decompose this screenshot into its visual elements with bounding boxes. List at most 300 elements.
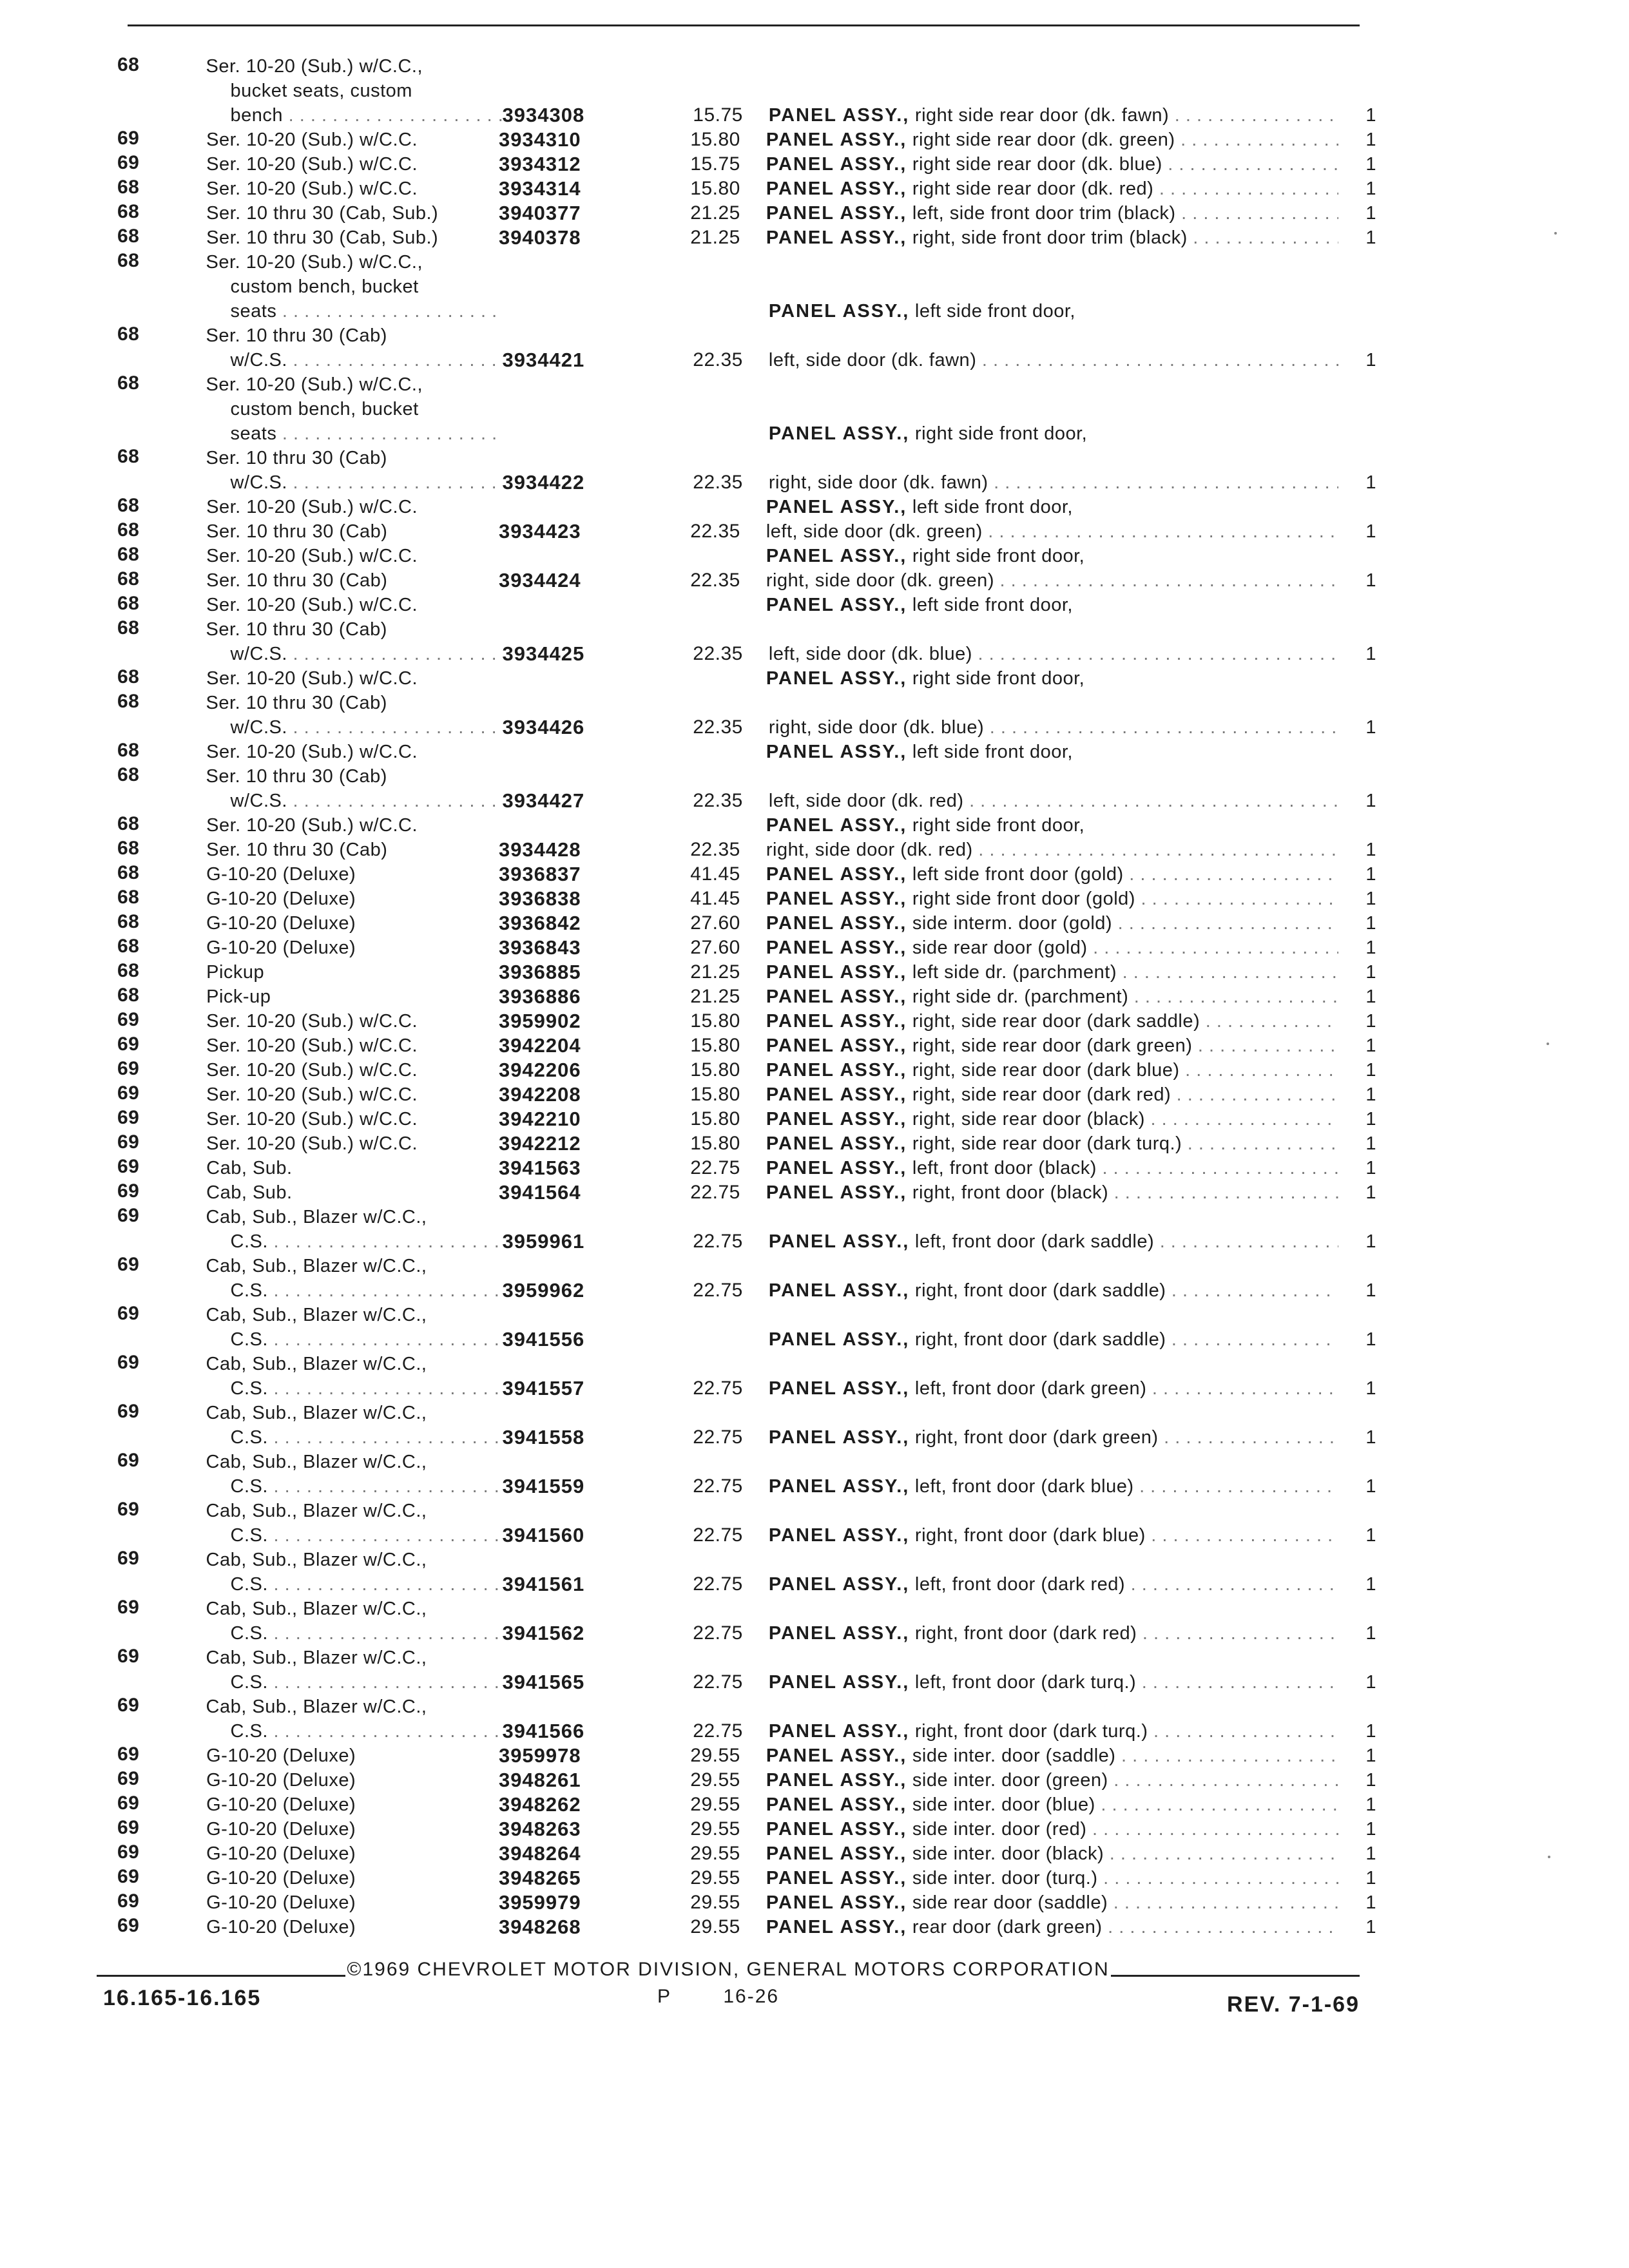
- copyright-line: [97, 1959, 1360, 1981]
- quantity: 1: [1365, 864, 1376, 885]
- list-price: 22.35: [693, 716, 743, 738]
- part-name: PANEL ASSY.,: [768, 423, 910, 444]
- part-number: 3936885: [498, 961, 581, 983]
- list-price: 22.75: [690, 1182, 740, 1203]
- part-number: [499, 495, 658, 519]
- model-year: 69: [117, 1695, 140, 1716]
- model-line: Ser. 10-20 (Sub.) w/C.C.: [206, 497, 418, 517]
- list-price: 22.35: [693, 790, 743, 811]
- part-name: PANEL ASSY.,: [766, 1182, 907, 1203]
- model-year: 69: [117, 1033, 140, 1055]
- model-year: 68: [117, 226, 140, 247]
- list-price: 22.35: [693, 472, 743, 493]
- part-detail: left, side door (dk. blue): [768, 644, 972, 664]
- part-description: [769, 789, 1338, 813]
- scan-speck: [1547, 1043, 1549, 1045]
- model-description: [206, 323, 503, 372]
- model-description: [206, 1450, 503, 1499]
- model-year: 69: [117, 1744, 140, 1765]
- part-name: PANEL ASSY.,: [766, 178, 907, 199]
- part-detail: side inter. door (green): [912, 1770, 1108, 1791]
- part-detail: side inter. door (red): [912, 1819, 1087, 1840]
- quantity: 1: [1365, 154, 1376, 175]
- list-price: 15.75: [693, 104, 743, 126]
- part-description: [766, 1866, 1338, 1890]
- model-line: Ser. 10 thru 30 (Cab): [206, 693, 387, 713]
- model-description: [206, 177, 499, 201]
- part-detail: right side rear door (dk. red): [912, 178, 1154, 199]
- model-line: Ser. 10 thru 30 (Cab, Sub.): [206, 227, 439, 248]
- list-price: 22.75: [693, 1524, 743, 1546]
- list-price: 22.35: [690, 839, 740, 860]
- model-line: w/C.S. . . .: [206, 348, 503, 372]
- table-row: [113, 1866, 1376, 1890]
- model-description: [206, 446, 503, 495]
- model-line: Cab, Sub., Blazer w/C.C.,: [206, 1452, 427, 1472]
- model-line: Ser. 10-20 (Sub.) w/C.C.: [206, 595, 418, 615]
- part-description: [766, 1744, 1338, 1768]
- table-row: [113, 862, 1376, 887]
- list-price: 15.80: [690, 1035, 740, 1056]
- model-description: [206, 519, 499, 544]
- part-detail: left, side front door trim (black): [912, 203, 1176, 224]
- model-line: G-10-20 (Deluxe): [206, 1843, 356, 1864]
- part-number: 3948261: [498, 1769, 581, 1791]
- part-detail: side inter. door (blue): [912, 1794, 1095, 1815]
- part-name: PANEL ASSY.,: [768, 1721, 910, 1742]
- part-name: PANEL ASSY.,: [766, 1770, 907, 1791]
- model-year: 69: [117, 1401, 140, 1422]
- model-line: Cab, Sub., Blazer w/C.C.,: [206, 1207, 427, 1227]
- quantity: 1: [1365, 1843, 1376, 1864]
- quantity: 1: [1365, 937, 1376, 958]
- part-detail: right, front door (dark saddle): [914, 1329, 1166, 1350]
- model-line: Ser. 10-20 (Sub.) w/C.C.: [206, 130, 418, 150]
- part-number: [499, 813, 658, 838]
- model-year: 69: [117, 1450, 140, 1471]
- part-description: [769, 470, 1338, 495]
- table-row: [113, 985, 1376, 1009]
- quantity: 1: [1365, 1745, 1376, 1766]
- part-name: PANEL ASSY.,: [766, 1745, 907, 1766]
- model-year: 68: [117, 568, 140, 590]
- list-price: 29.55: [690, 1745, 740, 1766]
- model-line: Ser. 10 thru 30 (Cab): [206, 619, 387, 640]
- table-row: [113, 1597, 1376, 1646]
- table-row: [113, 1082, 1376, 1107]
- part-number: 3936842: [498, 912, 581, 934]
- list-price: 41.45: [690, 863, 740, 885]
- part-detail: right, side door (dk. blue): [768, 717, 985, 738]
- model-description: [206, 1033, 499, 1058]
- revision-date: REV. 7-1-69: [1227, 1992, 1360, 2017]
- model-year: 68: [117, 446, 140, 467]
- table-row: [113, 1156, 1376, 1180]
- part-description: [769, 1425, 1338, 1450]
- list-price: 22.35: [690, 521, 740, 542]
- quantity: 1: [1365, 1133, 1376, 1154]
- part-description: [766, 1792, 1338, 1817]
- quantity: [1338, 421, 1376, 446]
- part-number: 3934426: [502, 716, 585, 738]
- quantity: 1: [1365, 105, 1377, 126]
- part-detail: right side rear door (dk. fawn): [914, 105, 1170, 126]
- part-name: PANEL ASSY.,: [766, 742, 907, 762]
- list-price: 22.75: [693, 1475, 743, 1497]
- part-detail: left, side door (dk. fawn): [768, 350, 977, 370]
- part-description: [769, 1670, 1338, 1695]
- model-line: C.S. . . .: [206, 1523, 503, 1548]
- list-price: 22.75: [693, 1378, 743, 1399]
- quantity: 1: [1365, 791, 1377, 811]
- model-line: Cab, Sub., Blazer w/C.C.,: [206, 1256, 427, 1276]
- list-price: 21.25: [690, 227, 740, 248]
- quantity: 1: [1365, 1182, 1376, 1203]
- list-price: 15.80: [690, 1010, 740, 1032]
- part-number: 3942204: [498, 1034, 581, 1057]
- model-year: 69: [117, 1768, 140, 1789]
- part-detail: right side front door (gold): [912, 889, 1135, 909]
- part-description: [769, 1376, 1338, 1401]
- model-description: [206, 1646, 503, 1695]
- quantity: 1: [1365, 1158, 1376, 1178]
- list-price: 21.25: [690, 961, 740, 983]
- part-name: PANEL ASSY.,: [766, 1892, 907, 1913]
- part-name: PANEL ASSY.,: [768, 1476, 910, 1497]
- part-description: [766, 813, 1338, 838]
- model-line: Ser. 10-20 (Sub.) w/C.C.: [206, 1133, 418, 1154]
- part-description: [769, 1327, 1338, 1352]
- part-description: [766, 1156, 1338, 1180]
- quantity: 1: [1365, 1794, 1376, 1815]
- part-name: PANEL ASSY.,: [766, 1133, 907, 1154]
- part-name: PANEL ASSY.,: [766, 1917, 907, 1937]
- part-number: 3941559: [502, 1475, 585, 1497]
- part-number: 3948268: [498, 1916, 581, 1938]
- part-number: 3934427: [502, 789, 585, 812]
- table-row: [113, 1841, 1376, 1866]
- part-name: PANEL ASSY.,: [766, 962, 907, 983]
- model-line: Cab, Sub., Blazer w/C.C.,: [206, 1696, 427, 1717]
- quantity: 1: [1365, 1011, 1376, 1032]
- part-description: [766, 1058, 1338, 1082]
- table-row: [113, 1009, 1376, 1033]
- part-description: [766, 985, 1338, 1009]
- quantity: [1338, 813, 1376, 838]
- part-detail: right, front door (dark turq.): [914, 1721, 1148, 1742]
- part-description: [766, 226, 1338, 250]
- quantity: 1: [1365, 1917, 1376, 1937]
- part-description: [769, 299, 1338, 323]
- quantity: 1: [1365, 1378, 1377, 1399]
- model-description: [206, 1180, 499, 1205]
- part-detail: right side front door,: [912, 546, 1085, 566]
- model-line: Ser. 10-20 (Sub.) w/C.C.: [206, 154, 418, 175]
- model-description: [206, 985, 499, 1009]
- part-number: 3948263: [498, 1818, 581, 1840]
- model-line: C.S. . . .: [206, 1278, 503, 1303]
- copyright-text: ©1969 CHEVROLET MOTOR DIVISION, GENERAL MOTORS CORPORATION: [347, 1959, 1110, 1980]
- table-row: [113, 1548, 1376, 1597]
- table-row: [113, 838, 1376, 862]
- part-detail: side inter. door (saddle): [912, 1745, 1116, 1766]
- list-price: 22.35: [693, 643, 743, 664]
- part-detail: right side dr. (parchment): [912, 986, 1129, 1007]
- table-row: [113, 691, 1376, 740]
- list-price: 21.25: [690, 202, 740, 224]
- model-line: Ser. 10-20 (Sub.) w/C.C.: [206, 1011, 418, 1032]
- part-name: PANEL ASSY.,: [766, 986, 907, 1007]
- model-description: [206, 1695, 503, 1744]
- table-row: [113, 128, 1376, 152]
- table-row: [113, 593, 1376, 617]
- list-price: 15.80: [690, 1059, 740, 1081]
- part-number: 3941557: [502, 1377, 585, 1399]
- model-description: [206, 862, 499, 887]
- part-number: [499, 593, 658, 617]
- part-number: 3934312: [498, 153, 581, 175]
- model-year: 69: [117, 1915, 140, 1936]
- model-year: 68: [117, 519, 140, 541]
- quantity: 1: [1365, 1623, 1377, 1644]
- part-number: 3940378: [498, 226, 581, 249]
- model-year: 69: [117, 1205, 140, 1226]
- quantity: 1: [1365, 1574, 1377, 1595]
- model-line: Pick-up: [206, 986, 271, 1007]
- table-row: [113, 1205, 1376, 1254]
- table-row: [113, 1768, 1376, 1792]
- part-number: 3959979: [498, 1891, 581, 1914]
- table-row: [113, 446, 1376, 495]
- part-number: 3959961: [502, 1230, 585, 1253]
- list-price: [658, 813, 766, 838]
- table-row: [113, 617, 1376, 666]
- part-name: PANEL ASSY.,: [768, 1378, 910, 1399]
- top-rule: [128, 24, 1360, 26]
- list-price: 22.35: [690, 570, 740, 591]
- model-year: 68: [117, 813, 140, 834]
- list-price: 22.75: [690, 1157, 740, 1178]
- model-line: Ser. 10-20 (Sub.) w/C.C.: [206, 1035, 418, 1056]
- model-description: [206, 226, 499, 250]
- model-description: [206, 1352, 503, 1401]
- table-row: [113, 1890, 1376, 1915]
- table-row: [113, 54, 1376, 128]
- list-price: 15.80: [690, 1108, 740, 1129]
- list-price: 22.75: [693, 1622, 743, 1644]
- model-description: [206, 568, 499, 593]
- list-price: [658, 593, 766, 617]
- part-description: [766, 1768, 1338, 1792]
- model-description: [206, 838, 499, 862]
- model-description: [206, 1009, 499, 1033]
- part-name: PANEL ASSY.,: [766, 203, 907, 224]
- part-number: [499, 740, 658, 764]
- table-row: [113, 936, 1376, 960]
- list-price: 15.80: [690, 1133, 740, 1154]
- part-number: 3948265: [498, 1867, 581, 1889]
- part-name: PANEL ASSY.,: [766, 497, 907, 517]
- list-price: 15.80: [690, 129, 740, 150]
- model-year: 68: [117, 250, 140, 271]
- part-detail: right, side door (dk. red): [766, 840, 973, 860]
- model-year: 68: [117, 887, 140, 908]
- part-description: [769, 715, 1338, 740]
- part-number: [499, 666, 658, 691]
- part-detail: right, side rear door (dark red): [912, 1084, 1171, 1105]
- model-line: C.S. . . .: [206, 1327, 503, 1352]
- quantity: [1338, 495, 1376, 519]
- model-year: 69: [117, 1082, 140, 1104]
- model-description: [206, 544, 499, 568]
- part-number: 3934308: [502, 104, 585, 126]
- model-description: [206, 1107, 499, 1131]
- list-price: 29.55: [690, 1916, 740, 1937]
- part-detail: side rear door (gold): [912, 937, 1088, 958]
- part-detail: right, front door (dark blue): [914, 1525, 1146, 1546]
- list-price: 15.80: [690, 178, 740, 199]
- part-detail: side inter. door (turq.): [912, 1868, 1098, 1888]
- part-name: PANEL ASSY.,: [768, 1280, 910, 1301]
- part-number: 3941560: [502, 1524, 585, 1546]
- part-number: 3941566: [502, 1720, 585, 1742]
- table-row: [113, 1792, 1376, 1817]
- part-description: [766, 666, 1338, 691]
- part-description: [766, 1033, 1338, 1058]
- part-description: [766, 1107, 1338, 1131]
- quantity: 1: [1365, 1109, 1376, 1129]
- part-description: [766, 838, 1338, 862]
- part-detail: right, front door (dark green): [914, 1427, 1159, 1448]
- quantity: 1: [1365, 1060, 1376, 1081]
- page-reference: [657, 1986, 779, 2008]
- model-year: 69: [117, 1107, 140, 1128]
- model-line: Cab, Sub.: [206, 1158, 293, 1178]
- part-number: 3934423: [498, 520, 581, 543]
- part-description: [769, 348, 1338, 372]
- part-detail: right, front door (dark saddle): [914, 1280, 1166, 1301]
- part-detail: right, side front door trim (black): [912, 227, 1188, 248]
- model-year: 68: [117, 838, 140, 859]
- model-year: 69: [117, 1890, 140, 1912]
- part-name: PANEL ASSY.,: [768, 1574, 910, 1595]
- part-detail: left side front door,: [914, 301, 1075, 322]
- scan-speck: [1554, 232, 1557, 235]
- model-line: w/C.S. . . .: [206, 470, 503, 495]
- model-line: custom bench, bucket: [230, 276, 419, 297]
- list-price: [658, 740, 766, 764]
- model-line: custom bench, bucket: [230, 399, 419, 419]
- table-row: [113, 1352, 1376, 1401]
- quantity: 1: [1365, 1084, 1376, 1105]
- quantity: 1: [1365, 1280, 1377, 1301]
- part-detail: left side dr. (parchment): [912, 962, 1117, 983]
- part-number: [503, 421, 661, 446]
- part-number: 3934421: [502, 349, 585, 371]
- quantity: 1: [1365, 889, 1376, 909]
- model-line: Cab, Sub., Blazer w/C.C.,: [206, 1599, 427, 1619]
- model-description: [206, 201, 499, 226]
- list-price: 27.60: [690, 912, 740, 934]
- model-line: G-10-20 (Deluxe): [206, 1770, 356, 1791]
- part-name: PANEL ASSY.,: [768, 105, 910, 126]
- table-row: [113, 1033, 1376, 1058]
- part-detail: side rear door (saddle): [912, 1892, 1108, 1913]
- quantity: [1338, 544, 1376, 568]
- model-description: [206, 1131, 499, 1156]
- model-line: C.S. . . .: [206, 1425, 503, 1450]
- part-number: 3941565: [502, 1671, 585, 1693]
- group-number: 16.165-16.165: [103, 1986, 262, 2010]
- model-year: 68: [117, 372, 140, 394]
- model-line: Ser. 10 thru 30 (Cab): [206, 570, 388, 591]
- part-description: [766, 887, 1338, 911]
- list-price: 29.55: [690, 1892, 740, 1913]
- quantity: [1338, 666, 1376, 691]
- model-year: 68: [117, 495, 140, 516]
- model-description: [206, 495, 499, 519]
- part-description: [769, 1523, 1338, 1548]
- part-name: PANEL ASSY.,: [766, 546, 907, 566]
- quantity: 1: [1365, 227, 1376, 248]
- model-description: [206, 1744, 499, 1768]
- model-line: C.S. . . .: [206, 1621, 503, 1646]
- model-description: [206, 1866, 499, 1890]
- part-description: [766, 1131, 1338, 1156]
- footer-rule-right: [1111, 1975, 1360, 1977]
- table-row: [113, 764, 1376, 813]
- scan-speck: [1548, 1856, 1550, 1858]
- part-description: [769, 1278, 1338, 1303]
- model-line: Ser. 10 thru 30 (Cab, Sub.): [206, 203, 439, 224]
- part-number: 3934425: [502, 642, 585, 665]
- part-description: [766, 201, 1338, 226]
- quantity: 1: [1365, 1329, 1377, 1350]
- model-year: 68: [117, 936, 140, 957]
- list-price: 22.75: [693, 1671, 743, 1693]
- model-description: [206, 960, 499, 985]
- model-description: [206, 887, 499, 911]
- model-line: G-10-20 (Deluxe): [206, 864, 356, 885]
- part-number: 3934424: [498, 569, 581, 591]
- model-line: Ser. 10-20 (Sub.) w/C.C.,: [206, 252, 423, 273]
- model-year: 69: [117, 1646, 140, 1667]
- quantity: 1: [1365, 1892, 1376, 1913]
- model-line: G-10-20 (Deluxe): [206, 1794, 356, 1815]
- list-price: [660, 421, 769, 446]
- part-description: [766, 1841, 1338, 1866]
- part-description: [766, 1009, 1338, 1033]
- table-row: [113, 1915, 1376, 1939]
- model-year: 68: [117, 666, 140, 687]
- list-price: 22.75: [693, 1280, 743, 1301]
- table-row: [113, 1401, 1376, 1450]
- part-name: PANEL ASSY.,: [766, 913, 907, 934]
- part-detail: right, side door (dk. green): [766, 570, 994, 591]
- part-number: 3959978: [498, 1744, 581, 1767]
- page-number: 16-26: [723, 1986, 780, 2007]
- part-description: [766, 568, 1338, 593]
- list-price: [660, 1327, 769, 1352]
- part-description: [766, 960, 1338, 985]
- model-line: C.S. . . .: [206, 1474, 503, 1499]
- model-line: Ser. 10-20 (Sub.) w/C.C.: [206, 546, 418, 566]
- part-name: PANEL ASSY.,: [768, 1329, 910, 1350]
- table-row: [113, 323, 1376, 372]
- model-description: [206, 740, 499, 764]
- quantity: 1: [1365, 1525, 1377, 1546]
- quantity: 1: [1365, 986, 1376, 1007]
